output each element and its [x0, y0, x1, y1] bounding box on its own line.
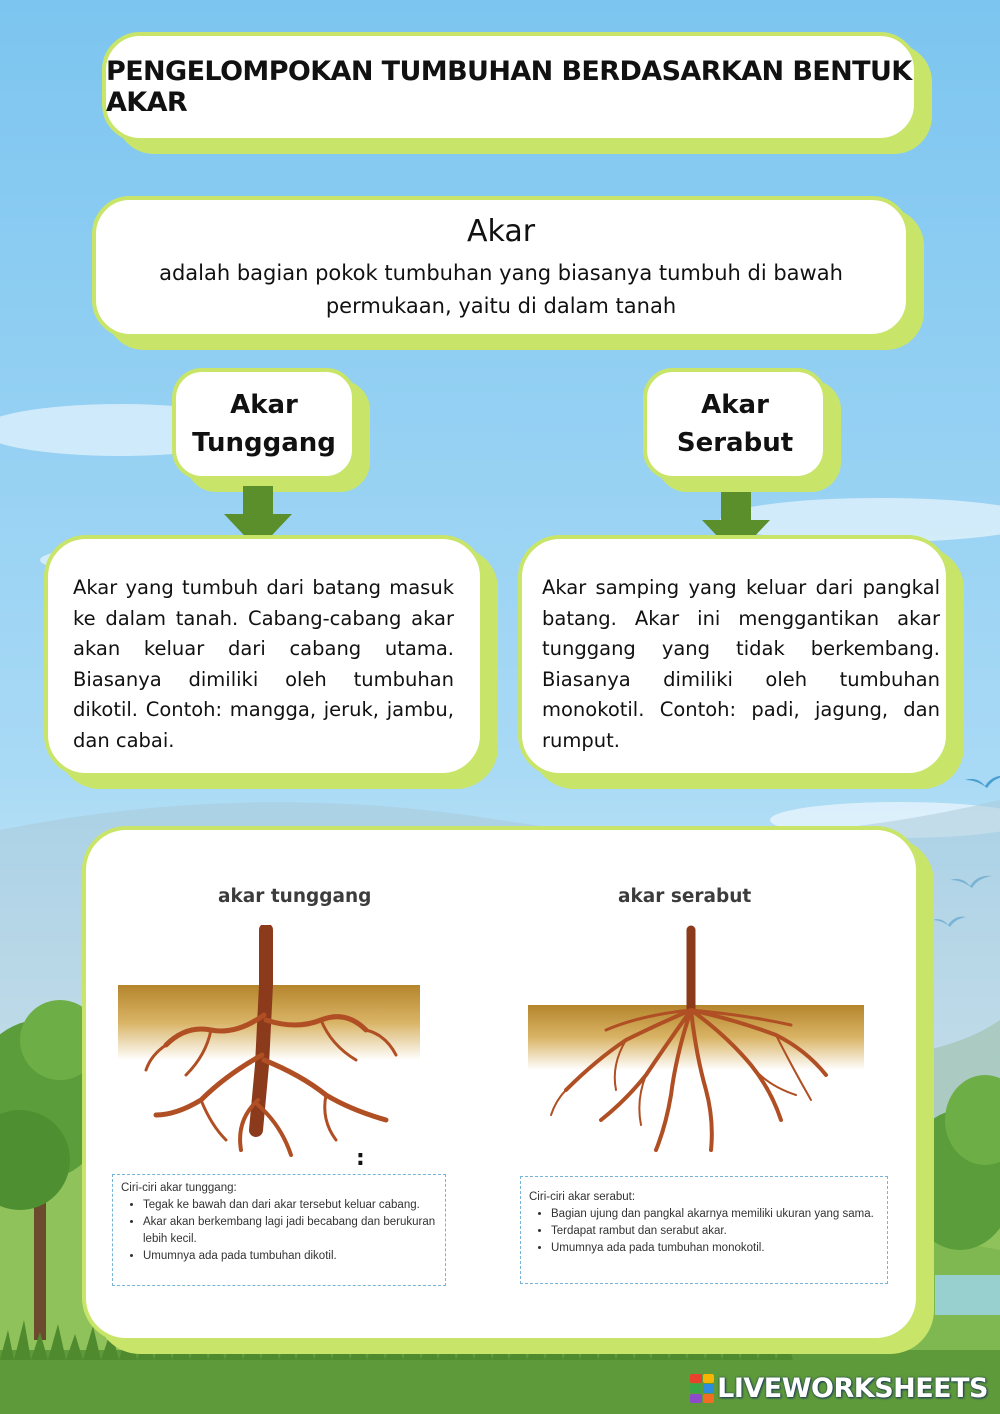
liveworksheets-brand — [690, 1373, 988, 1404]
description-card-tunggang — [44, 535, 484, 777]
type-name-line1: Akar — [701, 390, 769, 420]
liveworksheets-logo-icon — [690, 1374, 714, 1404]
definition-card — [92, 196, 910, 338]
definition-text: adalah bagian pokok tumbuhan yang biasanya tumbuh di bawah permukaan, yaitu di dalam tanah — [159, 261, 843, 318]
description-card-serabut — [518, 535, 950, 777]
notes-box-tunggang — [112, 1174, 446, 1286]
type-card-serabut — [643, 368, 827, 480]
tap-root-diagram — [116, 925, 436, 1165]
brand-name: LIVEWORKSHEETS — [717, 1373, 988, 1404]
definition-heading: Akar — [466, 214, 536, 249]
illustration-label-serabut: akar serabut — [618, 886, 752, 907]
title-banner — [102, 32, 918, 142]
illustration-label-tunggang: akar tunggang — [218, 886, 372, 907]
list-item: • Akar akan berkembang lagi jadi becabang dan berukuran lebih kecil. — [143, 1214, 437, 1248]
type-card-tunggang — [172, 368, 356, 480]
list-item: • Terdapat rambut dan serabut akar. — [551, 1223, 879, 1240]
list-item: • Umumnya ada pada tumbuhan dikotil. — [143, 1248, 437, 1265]
page-title: PENGELOMPOKAN TUMBUHAN BERDASARKAN BENTUK AKAR — [106, 56, 912, 118]
colon-mark: : — [356, 1146, 365, 1171]
description-text: Akar yang tumbuh dari batang masuk ke dalam tanah. Cabang-cabang akar akan keluar dari cabang utama. Biasanya dimiliki oleh tumbuhan dikotil. Contoh: mangga, jeruk, jambu, dan cabai. — [73, 576, 454, 752]
list-item: • Bagian ujung dan pangkal akarnya memiliki ukuran yang sama. — [551, 1206, 879, 1223]
notes-list — [529, 1206, 879, 1257]
illustration-card — [82, 826, 920, 1342]
notes-box-serabut — [520, 1176, 888, 1284]
type-name-line1: Akar — [230, 390, 298, 420]
description-text: Akar samping yang keluar dari pangkal batang. Akar ini menggantikan akar tunggang yang tidak berkembang. Biasanya dimiliki oleh tumbuhan monokotil. Contoh: padi, jagung, dan rumput. — [542, 576, 940, 752]
fibrous-root-diagram — [526, 925, 871, 1165]
notes-heading: Ciri-ciri akar tunggang: — [121, 1182, 237, 1194]
list-item: • Tegak ke bawah dan dari akar tersebut keluar cabang. — [143, 1197, 437, 1214]
list-item: • Umumnya ada pada tumbuhan monokotil. — [551, 1240, 879, 1257]
notes-heading: Ciri-ciri akar serabut: — [529, 1191, 636, 1203]
notes-list — [121, 1197, 437, 1265]
type-name-line2: Tunggang — [192, 428, 336, 458]
type-name-line2: Serabut — [676, 428, 794, 458]
